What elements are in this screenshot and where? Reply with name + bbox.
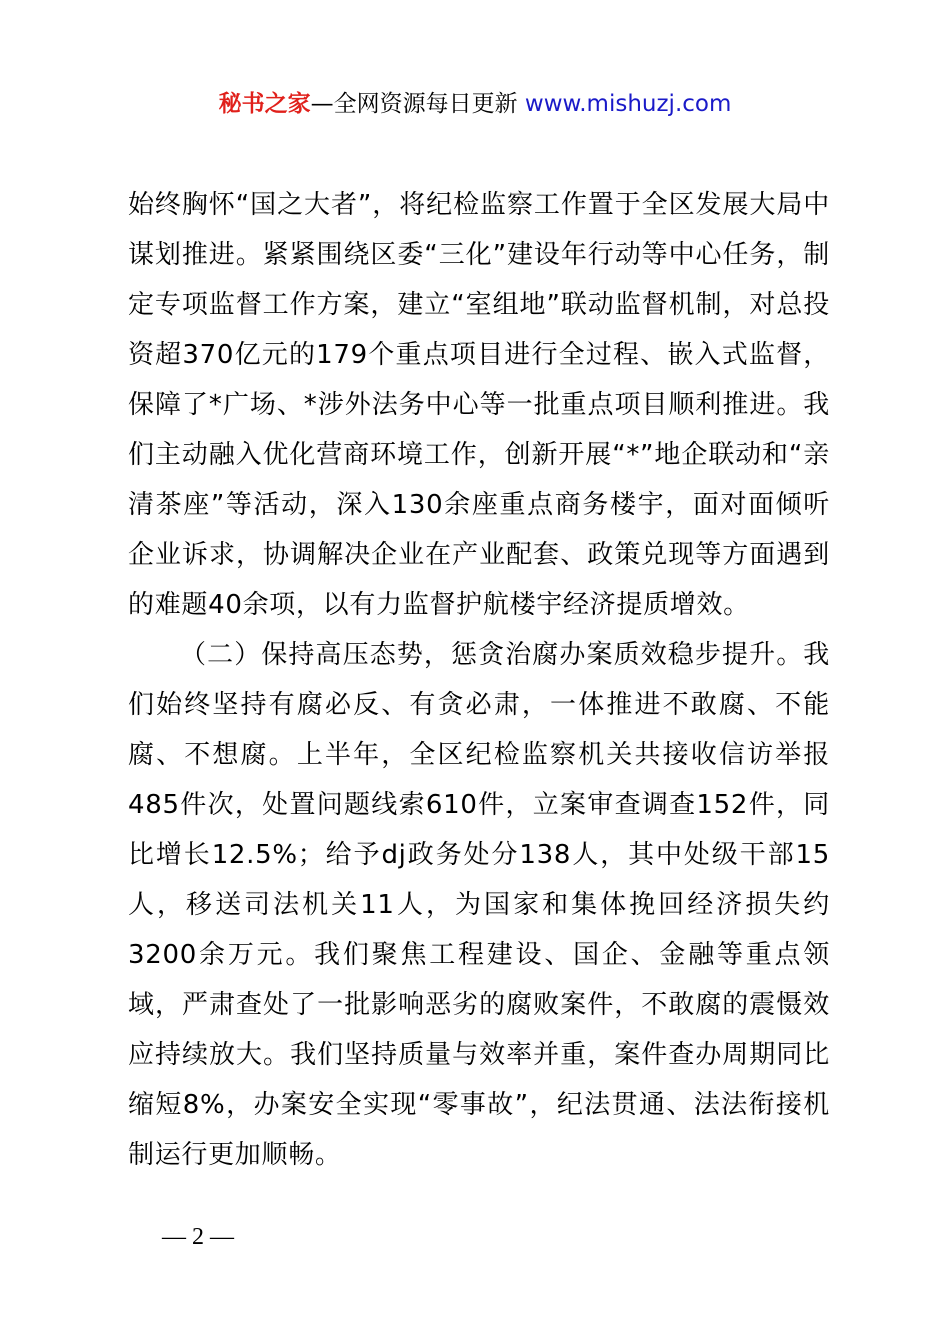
site-url-link[interactable]: www.mishuzj.com [524,91,732,117]
document-body [128,180,830,1180]
site-header [0,88,950,120]
paragraph-continued: 始终胸怀“国之大者”，将纪检监察工作置于全区发展大局中谋划推进。紧紧围绕区委“三化”建设年行动等中心任务，制定专项监督工作方案，建立“室组地”联动监督机制，对总投资超370亿元的179个重点项目进行全过程、嵌入式监督，保障了*广场、*涉外法务中心等一批重点项目顺利推进。我们主动融入优化营商环境工作，创新开展“*”地企联动和“亲清茶座”等活动，深入130余座重点商务楼宇，面对面倾听企业诉求，协调解决企业在产业配套、政策兑现等方面遇到的难题40余项，以有力监督护航楼宇经济提质增效。 [128,190,830,620]
paragraph-section-two: （二）保持高压态势，惩贪治腐办案质效稳步提升。我们始终坚持有腐必反、有贪必肃，一体推进不敢腐、不能腐、不想腐。上半年，全区纪检监察机关共接收信访举报485件次，处置问题线索610件，立案审查调查152件，同比增长12.5%；给予dj政务处分138人，其中处级干部15人，移送司法机关11人，为国家和集体挽回经济损失约3200余万元。我们聚焦工程建设、国企、金融等重点领域，严肃查处了一批影响恶劣的腐败案件，不敢腐的震慑效应持续放大。我们坚持质量与效率并重，案件查办周期同比缩短8%，办案安全实现“零事故”，纪法贯通、法法衔接机制运行更加顺畅。 [128,640,830,1170]
page-number: — 2 — [162,1224,234,1250]
brand-name: 秘书之家 [218,91,311,117]
header-tagline: —全网资源每日更新 [310,91,518,117]
